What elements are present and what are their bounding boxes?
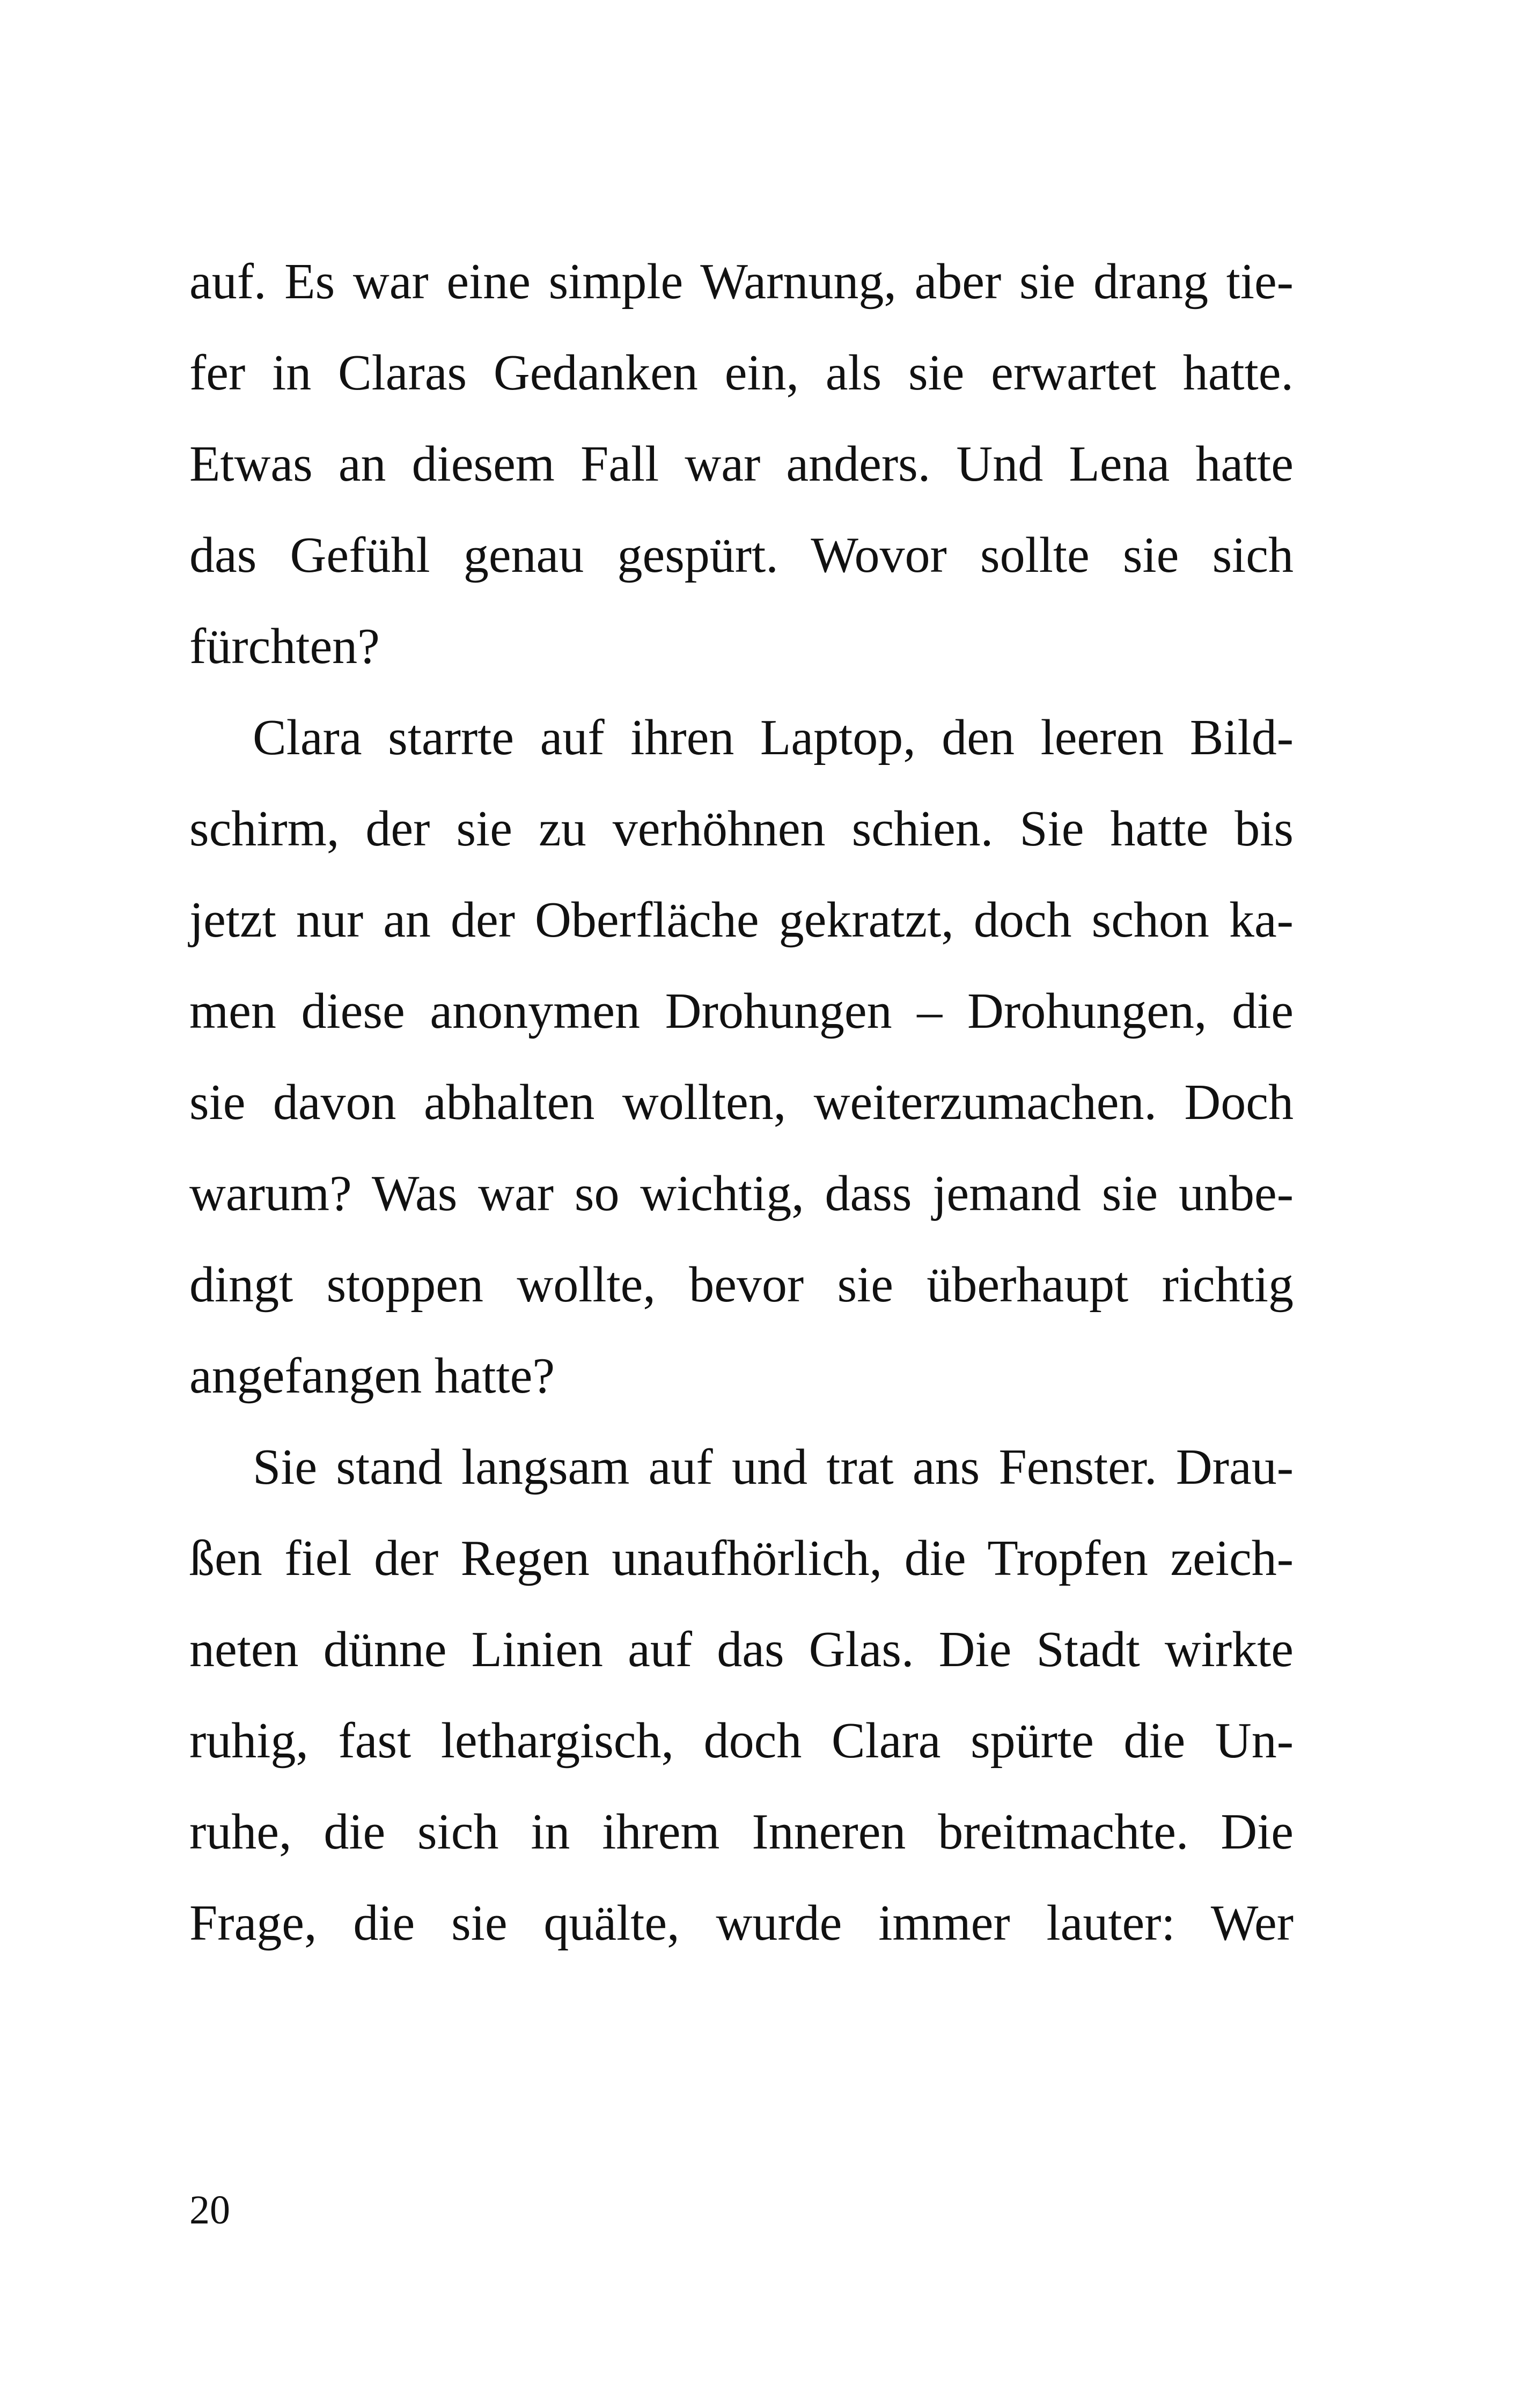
text-line: das Gefühl genau gespürt. Wovor sollte sie sich <box>189 527 1294 583</box>
text-line: Sie stand langsam auf und trat ans Fenster. Drau- <box>253 1439 1294 1495</box>
text-line: ruhig, fast lethargisch, doch Clara spürte die Un- <box>189 1713 1294 1769</box>
text-line: angefangen hatte? <box>189 1348 555 1404</box>
text-line: Frage, die sie quälte, wurde immer lauter: Wer <box>189 1895 1294 1951</box>
text-line: Etwas an diesem Fall war anders. Und Lena hatte <box>189 436 1294 492</box>
text-line: fürchten? <box>189 618 380 674</box>
text-line: men diese anonymen Drohungen – Drohungen, die <box>189 983 1294 1039</box>
text-line: schirm, der sie zu verhöhnen schien. Sie hatte bis <box>189 801 1294 857</box>
text-line: fer in Claras Gedanken ein, als sie erwartet hatte. <box>189 345 1294 401</box>
text-line: dingt stoppen wollte, bevor sie überhaupt richtig <box>189 1257 1294 1313</box>
body-text <box>189 236 1294 1969</box>
text-line: jetzt nur an der Oberfläche gekratzt, doch schon ka- <box>189 892 1294 948</box>
page-number: 20 <box>189 2188 230 2233</box>
text-line: sie davon abhalten wollten, weiterzumachen. Doch <box>189 1074 1294 1130</box>
text-line: Clara starrte auf ihren Laptop, den leeren Bild- <box>253 710 1294 765</box>
text-line: neten dünne Linien auf das Glas. Die Stadt wirkte <box>189 1622 1294 1677</box>
text-line: warum? Was war so wichtig, dass jemand sie unbe- <box>189 1166 1294 1221</box>
text-line: auf. Es war eine simple Warnung, aber sie drang tie- <box>189 254 1294 310</box>
text-line: ruhe, die sich in ihrem Inneren breitmachte. Die <box>189 1804 1294 1860</box>
text-line: ßen fiel der Regen unaufhörlich, die Tropfen zeich- <box>189 1530 1294 1586</box>
